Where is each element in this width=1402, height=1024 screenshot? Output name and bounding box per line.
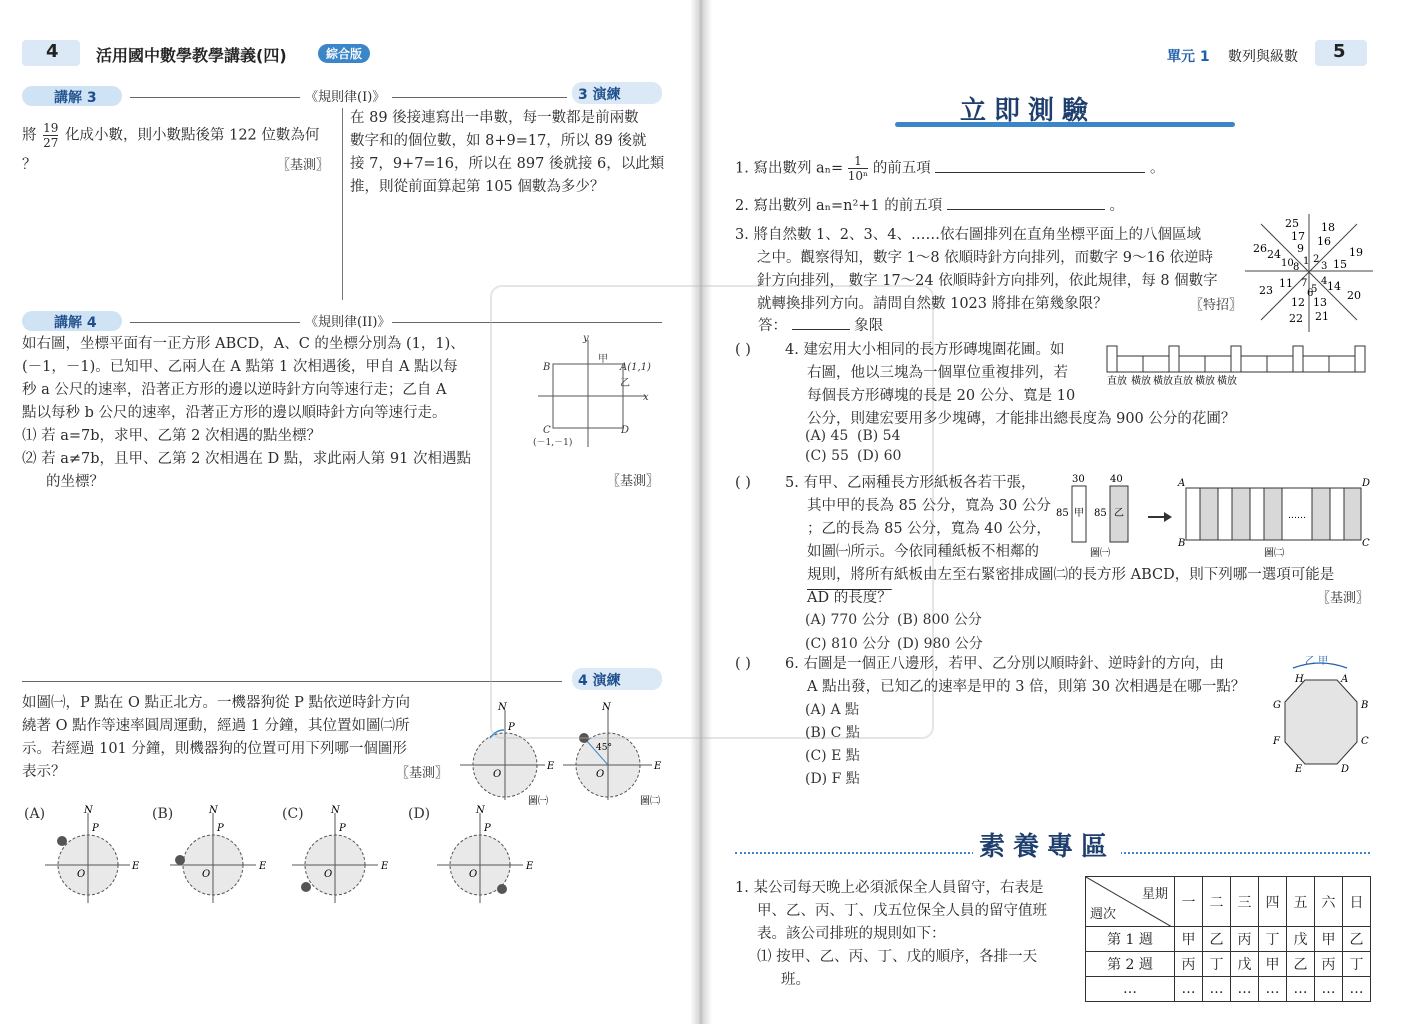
svg-text:C: C [1361, 736, 1369, 747]
lecture3-label-bg [22, 86, 122, 106]
lecture3-label: 講解 3 [54, 90, 97, 106]
svg-text:橫放: 橫放 [1153, 376, 1173, 387]
svg-text:N: N [498, 702, 507, 713]
svg-text:7: 7 [1301, 278, 1308, 289]
q5-option-a[interactable]: (A) 770 公分 [805, 612, 890, 628]
lecture3-tag: 〖基測〗 [277, 158, 330, 173]
svg-text:N: N [331, 805, 340, 816]
svg-text:N: N [84, 805, 93, 816]
svg-text:E: E [654, 761, 662, 772]
option-d-label[interactable]: (D) [408, 806, 431, 822]
svg-text:……: …… [1288, 511, 1306, 521]
option-b-label[interactable]: (B) [152, 806, 174, 822]
svg-text:23: 23 [1259, 284, 1273, 297]
q4-option-c[interactable]: (C) 55 [805, 448, 849, 464]
option-c-label[interactable]: (C) [282, 806, 304, 822]
option-b-figure [170, 805, 267, 903]
q2: 2. 寫出數列 aₙ=n²+1 的前五項 。 [735, 198, 1124, 214]
lecture4-label-bg [22, 311, 122, 331]
svg-text:O: O [596, 769, 605, 780]
duty-table [1085, 876, 1371, 1002]
literacy-body: 1. 某公司每天晚上必須派保全人員留守，右表是 甲、乙、丙、丁、戊五位保全人員的留守值班 表。該公司排班的規則如下： ⑴ 按甲、乙、丙、丁、戊的順序，各排一天 班。 [735, 880, 1047, 988]
edition-badge: 綜合版 [318, 43, 370, 63]
option-a-label[interactable]: (A) [24, 806, 46, 822]
svg-text:P: P [339, 823, 346, 834]
page-number-box [22, 40, 80, 66]
practice4-label: 4 演練 [578, 673, 621, 689]
svg-text:N: N [476, 805, 485, 816]
svg-text:6: 6 [1307, 288, 1314, 299]
table-corner: 星期 週次 [1086, 877, 1175, 927]
divider [392, 97, 567, 98]
svg-text:12: 12 [1291, 296, 1305, 309]
q3-answer: 答： 象限 [758, 318, 884, 334]
quiz-banner [885, 88, 1245, 132]
page-number: 4 [46, 41, 59, 62]
svg-text:C: C [1362, 538, 1370, 549]
svg-text:14: 14 [1327, 280, 1341, 293]
q4-options [805, 428, 901, 464]
svg-text:甲: 甲 [1074, 508, 1084, 519]
svg-text:4: 4 [1321, 276, 1328, 287]
svg-text:圖㈠: 圖㈠ [528, 796, 548, 807]
q4-option-d[interactable]: (D) 60 [857, 448, 902, 464]
svg-text:1: 1 [1303, 256, 1310, 267]
svg-text:橫放: 橫放 [1195, 376, 1215, 387]
svg-text:B: B [543, 362, 551, 373]
literacy-banner-title: 素養專區 [973, 826, 1121, 863]
svg-text:乙: 乙 [620, 378, 630, 389]
book-title: 活用國中數學教學講義(四) [96, 46, 287, 65]
option-figures [40, 805, 540, 905]
svg-text:A(1,1): A(1,1) [620, 362, 651, 373]
svg-text:D: D [621, 425, 630, 436]
svg-text:D: D [1362, 478, 1370, 489]
day-header: 日 [1343, 877, 1371, 927]
q3-answer-blank[interactable] [792, 329, 850, 330]
spiral-figure [1245, 214, 1373, 332]
practice4-tag: 〖基測〗 [396, 766, 449, 781]
svg-text:5: 5 [1311, 284, 1318, 295]
svg-text:B: B [1178, 538, 1186, 549]
svg-text:P: P [92, 823, 99, 834]
practice4-body: 如圖㈠，P 點在 O 點正北方。一機器狗從 P 點依逆時針方向 繞著 O 點作等速率圓周運動，經過 1 分鐘，其位置如圖㈡所 示。若經過 101 分鐘，則機器狗的位置可用下列哪一個圖形 表示？ [22, 695, 410, 780]
svg-text:F: F [1273, 736, 1280, 747]
svg-text:30: 30 [1072, 474, 1085, 485]
lecture3-topic: 《規則律(I)》 [305, 90, 386, 105]
quiz-banner-title: 立即測驗 [960, 96, 1097, 126]
svg-text:A: A [1341, 674, 1349, 685]
svg-text:O: O [324, 869, 333, 880]
svg-text:E: E [526, 861, 534, 872]
svg-text:乙: 乙 [1114, 508, 1124, 519]
svg-text:22: 22 [1289, 312, 1303, 325]
q5-option-b[interactable]: (B) 800 公分 [897, 612, 982, 628]
svg-text:甲: 甲 [598, 354, 608, 365]
svg-text:(－1,－1): (－1,－1) [533, 438, 573, 448]
svg-text:N: N [602, 702, 611, 713]
svg-text:45°: 45° [596, 743, 612, 753]
option-a-figure [45, 805, 140, 903]
table-row: 第 2 週 丙 丁 戊 甲 乙 丙 丁 [1086, 952, 1371, 977]
svg-text:26: 26 [1253, 242, 1267, 255]
svg-text:24: 24 [1267, 248, 1281, 261]
svg-text:11: 11 [1279, 277, 1293, 290]
q4-option-b[interactable]: (B) 54 [857, 428, 901, 444]
day-header: 三 [1231, 877, 1259, 927]
svg-text:橫放: 橫放 [1217, 376, 1237, 387]
q5-options [805, 609, 983, 653]
day-header: 二 [1203, 877, 1231, 927]
option-c-figure [292, 805, 389, 903]
svg-text:O: O [469, 869, 478, 880]
q4-option-a[interactable]: (A) 45 [805, 428, 849, 444]
svg-text:O: O [493, 769, 502, 780]
lecture3-question: 將 $\frac{19}{27}$ 化成小數，則小數點後第 122 位數為何 [22, 121, 320, 150]
q3-tag: 〖特招〗 [1190, 298, 1243, 313]
table-row: … … … … … … … … [1086, 977, 1371, 1002]
svg-text:直放: 直放 [1173, 376, 1193, 387]
page-number: 5 [1333, 41, 1346, 62]
svg-text:18: 18 [1321, 221, 1335, 234]
svg-text:N: N [209, 805, 218, 816]
lecture4-topic: 《規則律(II)》 [305, 315, 391, 330]
svg-text:13: 13 [1313, 296, 1327, 309]
svg-text:85: 85 [1094, 508, 1107, 519]
table-row: 第 1 週 甲 乙 丙 丁 戊 甲 乙 [1086, 927, 1371, 952]
day-header: 六 [1315, 877, 1343, 927]
svg-text:85: 85 [1056, 508, 1069, 519]
svg-text:P: P [217, 823, 224, 834]
q1-answer-blank[interactable] [935, 172, 1145, 173]
day-header: 一 [1175, 877, 1203, 927]
q5-option-c[interactable]: (C) 810 公分 [805, 636, 891, 652]
duty-table-wrap [1085, 876, 1371, 1002]
octagon-figure [1265, 652, 1375, 776]
option-d-figure [437, 805, 534, 903]
practice3-label: 3 演練 [578, 87, 621, 103]
q3-body: 3. 將自然數 1、2、3、4、……依右圖排列在直角坐標平面上的八個區域 之中。觀察得知，數字 1～8 依順時針方向排列，而數字 9～16 依逆時 針方向排列， 數字 17～24 依順時針方向排列，依此規律，每 8 個數字 就轉換排列方向。請問自然數 1023 將排在第幾象限？ [735, 227, 1218, 312]
svg-text:3: 3 [1321, 261, 1328, 272]
svg-text:9: 9 [1297, 242, 1304, 255]
svg-text:E: E [381, 861, 389, 872]
q5-paren[interactable]: ( ) [735, 475, 751, 491]
unit-title: 數列與級數 [1228, 49, 1298, 65]
q6-option-d[interactable]: (D) F 點 [805, 771, 860, 787]
svg-text:P: P [484, 823, 491, 834]
lecture4-body: 如右圖，坐標平面有一正方形 ABCD，A、C 的坐標分別為 (1，1)、 (－1，－1)。已知甲、乙兩人在 A 點第 1 次相遇後，甲自 A 點以每 秒 a 公尺的速率，沿著正方形的邊以逆時針方向等速行走；乙自 A 點以每秒 b 公尺的速率，沿著正方形的邊以順時針方向等速行走。 ⑴ 若 a=7b，求甲、乙第 2 次相遇的點坐標？ ⑵ 若 a≠7b，且甲、乙第 2 次相遇在 D 點，求此兩人第 91 次相遇點 的坐標？ [22, 336, 471, 490]
svg-text:A: A [1178, 478, 1186, 489]
svg-text:21: 21 [1315, 310, 1329, 323]
q2-answer-blank[interactable] [947, 209, 1105, 210]
divider [22, 681, 562, 682]
q4-body: 4. 建宏用大小相同的長方形磚塊圍花圃。如 右圖，他以三塊為一個單位重複排列，若 每個長方形磚塊的長是 20 公分、寬是 10 公分，則建宏要用多少塊磚，才能排出總長度為 900 公分的花圃？ [785, 342, 1236, 427]
svg-text:10: 10 [1281, 258, 1294, 269]
svg-text:25: 25 [1285, 217, 1299, 230]
svg-text:H: H [1295, 674, 1304, 685]
q6-paren[interactable]: ( ) [735, 656, 751, 672]
paper-board-figure [1050, 470, 1370, 562]
lecture3-question-end: ？ [22, 157, 37, 173]
svg-text:O: O [77, 869, 86, 880]
unit-label: 單元 1 [1167, 49, 1210, 65]
q6-option-c[interactable]: (C) E 點 [805, 748, 860, 764]
svg-text:P: P [508, 722, 515, 733]
svg-text:橫放: 橫放 [1131, 376, 1151, 387]
svg-text:圖㈠: 圖㈠ [1090, 548, 1110, 559]
svg-text:20: 20 [1347, 289, 1361, 302]
svg-text:E: E [547, 761, 555, 772]
svg-text:x: x [643, 392, 649, 403]
divider [130, 97, 300, 98]
q6-body: 6. 右圖是一個正八邊形，若甲、乙分別以順時針、逆時針的方向，由 A 點出發，已知乙的速率是甲的 3 倍，則第 30 次相遇是在哪一點？ [785, 656, 1246, 695]
svg-text:B: B [1361, 700, 1369, 711]
svg-text:8: 8 [1293, 262, 1300, 273]
svg-text:直放: 直放 [1107, 376, 1127, 387]
q5-body: 5. 有甲、乙兩種長方形紙板各若干張， 其中甲的長為 85 公分，寬為 30 公分 ；乙的長為 85 公分，寬為 40 公分， 如圖㈠所示。今依同種紙板不相鄰的 規則，將所有紙板由左至右緊密排成圖㈡的長方形 ABCD，則下列哪一選項可能是 AD 的長度？ [785, 475, 1335, 606]
lecture4-tag: 〖基測〗 [607, 474, 660, 489]
svg-text:40: 40 [1110, 474, 1123, 485]
svg-text:E: E [259, 861, 267, 872]
q1: 1. 寫出數列 aₙ= $\frac{1}{\text{10ⁿ}}$ 的前五項 。 [735, 154, 1165, 183]
column-divider [342, 108, 343, 300]
q4-paren[interactable]: ( ) [735, 342, 751, 358]
page-number-box [1315, 40, 1367, 66]
practice3-label-bg [572, 82, 662, 104]
svg-text:圖㈡: 圖㈡ [1264, 548, 1284, 559]
svg-text:O: O [202, 869, 211, 880]
svg-text:17: 17 [1291, 230, 1305, 243]
q5-tag: 〖基測〗 [1317, 591, 1370, 606]
right-page [705, 0, 1402, 1024]
day-header: 五 [1287, 877, 1315, 927]
svg-text:乙 甲: 乙 甲 [1305, 656, 1329, 667]
svg-text:2: 2 [1313, 254, 1320, 265]
q6-option-b[interactable]: (B) C 點 [805, 725, 860, 741]
lecture4-label: 講解 4 [54, 315, 97, 331]
svg-text:y: y [583, 333, 589, 344]
brick-figure [1105, 344, 1375, 400]
svg-text:16: 16 [1317, 235, 1331, 248]
svg-text:15: 15 [1333, 258, 1347, 271]
q6-options [805, 699, 860, 791]
practice3-body: 在 89 後接連寫出一串數，每一數都是前兩數 數字和的個位數，如 8+9=17，所以 89 後就 接 7，9+7=16，所以在 897 後就接 6，以此類 推，則從前面算起第 105 個數為多少？ [350, 110, 665, 195]
svg-text:19: 19 [1349, 246, 1363, 259]
day-header: 四 [1259, 877, 1287, 927]
svg-text:D: D [1341, 764, 1350, 775]
svg-text:C: C [543, 425, 551, 436]
svg-text:G: G [1273, 700, 1281, 711]
svg-text:E: E [1295, 764, 1303, 775]
q6-option-a[interactable]: (A) A 點 [805, 702, 860, 718]
divider [130, 322, 300, 323]
svg-text:E: E [132, 861, 140, 872]
q5-option-d[interactable]: (D) 980 公分 [897, 636, 983, 652]
svg-text:圖㈡: 圖㈡ [640, 796, 660, 807]
